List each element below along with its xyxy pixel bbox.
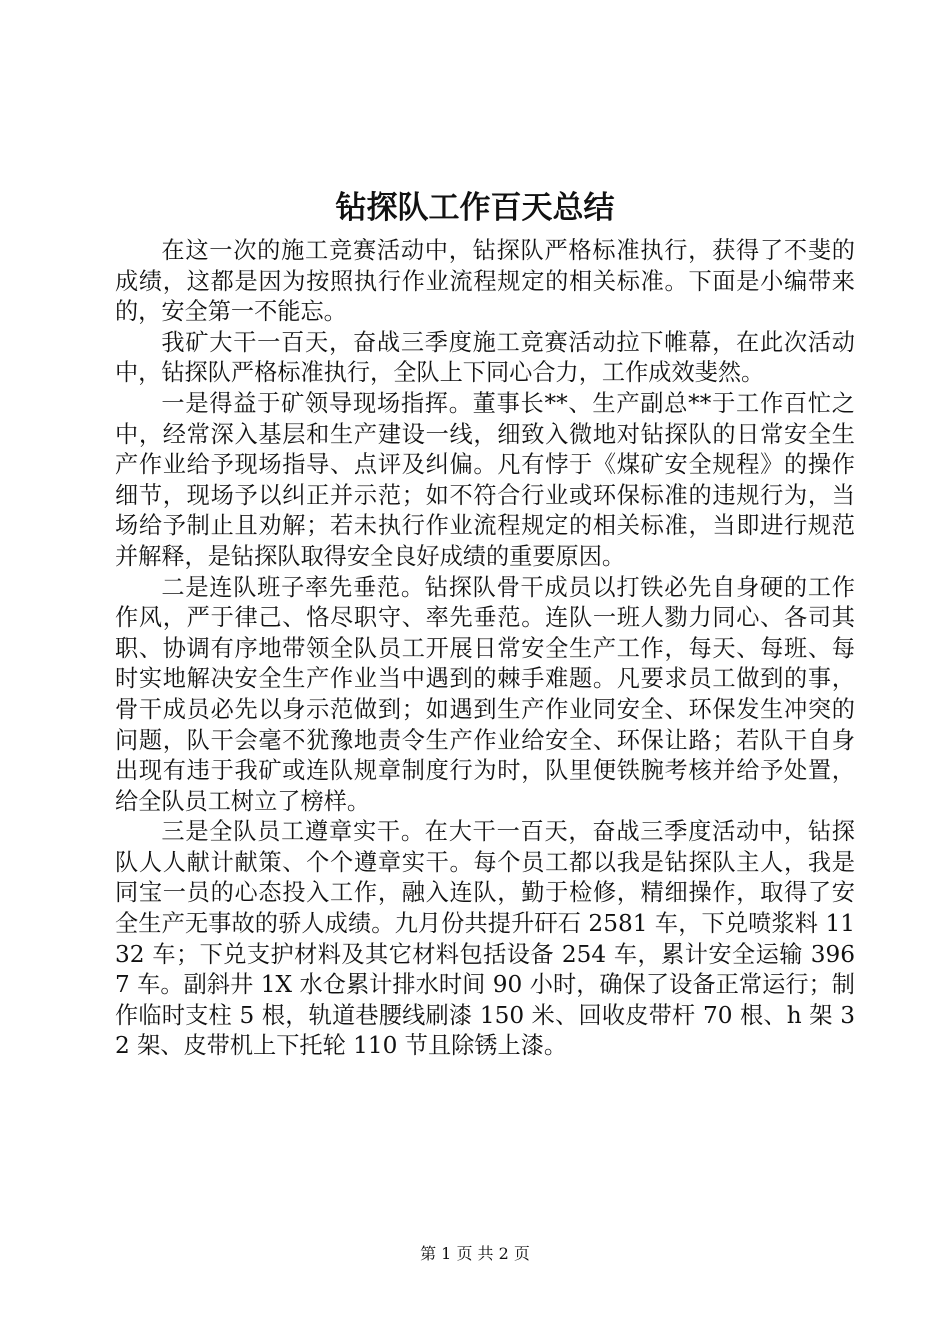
paragraph-point-three: 三是全队员工遵章实干。在大干一百天，奋战三季度活动中，钻探队人人献计献策、个个遵章实干。每个员工都以我是钻探队主人，我是同宝一员的心态投入工作，融入连队，勤于检修，精细操作，取得了安全生产无事故的骄人成绩。九月份共提升矸石 2581 车，下兑喷浆料 1132 车；下兑支护材料及其它材料包括设备 254 车，累计安全运输 3967 车。副斜井 1X 水仓累计排水时间 90 小时，确保了设备正常运行；制作临时支柱 5 根，轨道巷腰线刷漆 150 米、回收皮带杆 70 根、h 架 32 架、皮带机上下托轮 110 节且除锈上漆。 <box>115 818 855 1060</box>
paragraph-intro: 在这一次的施工竞赛活动中，钻探队严格标准执行，获得了不斐的成绩，这都是因为按照执行作业流程规定的相关标准。下面是小编带来的，安全第一不能忘。 <box>115 237 855 326</box>
document-title: 钻探队工作百天总结 <box>335 190 615 226</box>
paragraph-point-two: 二是连队班子率先垂范。钻探队骨干成员以打铁必先自身硬的工作作风，严于律己、恪尽职守、率先垂范。连队一班人勠力同心、各司其职、协调有序地带领全队员工开展日常安全生产工作，每天、每班、每时实地解决安全生产作业当中遇到的棘手难题。凡要求员工做到的事，骨干成员必先以身示范做到；如遇到生产作业同安全、环保发生冲突的问题，队干会毫不犹豫地责令生产作业给安全、环保让路；若队干自身出现有违于我矿或连队规章制度行为时，队里便铁腕考核并给予处置，给全队员工树立了榜样。 <box>115 573 855 815</box>
paragraph-point-one: 一是得益于矿领导现场指挥。董事长**、生产副总**于工作百忙之中，经常深入基层和生产建设一线，细致入微地对钻探队的日常安全生产作业给予现场指导、点评及纠偏。凡有悖于《煤矿安全规程》的操作细节，现场予以纠正并示范；如不符合行业或环保标准的违规行为，当场给予制止且劝解；若未执行作业流程规定的相关标准，当即进行规范并解释，是钻探队取得安全良好成绩的重要原因。 <box>115 389 855 570</box>
paragraph-overview: 我矿大干一百天，奋战三季度施工竞赛活动拉下帷幕，在此次活动中，钻探队严格标准执行，全队上下同心合力，工作成效斐然。 <box>115 328 855 387</box>
page-footer: 第 1 页 共 2 页 <box>420 1244 530 1263</box>
document-body <box>115 236 855 1062</box>
